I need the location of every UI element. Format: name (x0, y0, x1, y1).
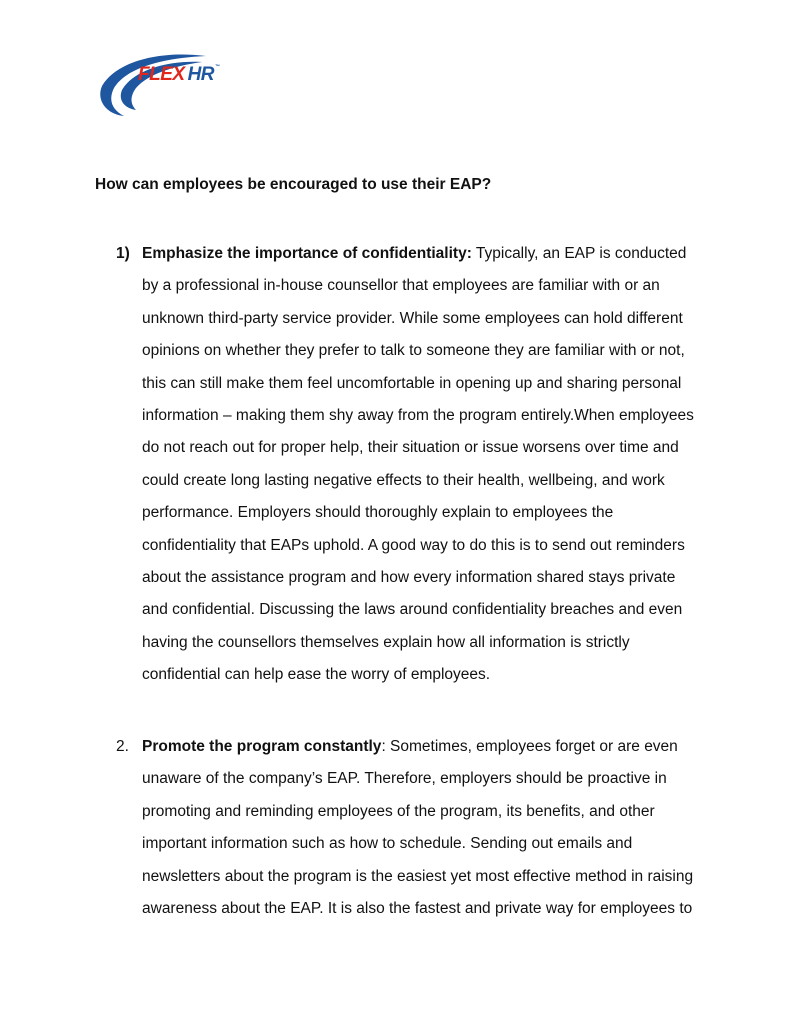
paragraph-line: opinions on whether they prefer to talk to someone they are familiar with or not, (142, 342, 685, 360)
item-first-line (142, 238, 716, 270)
paragraph-line: do not reach out for proper help, their situation or issue worsens over time and (142, 439, 679, 457)
paragraph-line: unknown third-party service provider. While some employees can hold different (142, 309, 683, 327)
paragraph-line: by a professional in-house counsellor that employees are familiar with or an (142, 277, 660, 295)
item-title: Emphasize the importance of confidentiality: (142, 245, 472, 262)
item-title: Promote the program constantly (142, 738, 382, 755)
logo-wordmark (138, 65, 220, 84)
paragraph-line: performance. Employers should thoroughly explain to employees the (142, 504, 614, 522)
flexhr-logo (98, 52, 226, 118)
logo-flex-text: FLEX (138, 64, 185, 85)
item-first-line (142, 731, 716, 763)
paragraph-line: unaware of the company’s EAP. Therefore, employers should be proactive in (142, 770, 667, 788)
paragraph-line: information – making them shy away from the program entirely.When employees (142, 406, 694, 424)
paragraph-line: newsletters about the program is the easiest yet most effective method in raising (142, 867, 694, 885)
paragraph-line: promoting and reminding employees of the program, its benefits, and other (142, 802, 655, 820)
paragraph-line: having the counsellors themselves explain how all information is strictly (142, 633, 630, 651)
item-number: 2. (116, 738, 129, 755)
logo-hr-text: HR (187, 64, 215, 85)
paragraph-line: about the assistance program and how every information shared stays private (142, 568, 676, 586)
item-number: 1) (116, 245, 130, 262)
list-item-promote-program (116, 731, 716, 925)
paragraph-line: could create long lasting negative effects to their health, wellbeing, and work (142, 471, 665, 489)
swoosh-icon (98, 52, 226, 118)
paragraph-line: important information such as how to schedule. Sending out emails and (142, 835, 633, 853)
list-item-confidentiality (116, 238, 716, 691)
paragraph-line: this can still make them feel uncomfortable in opening up and sharing personal (142, 374, 682, 392)
logo-trademark: ™ (215, 64, 220, 70)
item-first-line-text: : Sometimes, employees forget or are even (381, 738, 678, 755)
page-heading: How can employees be encouraged to use their EAP? (95, 176, 492, 193)
paragraph-line: confidential can help ease the worry of employees. (142, 666, 491, 684)
item-first-line-text: Typically, an EAP is conducted (471, 245, 687, 262)
paragraph-line: awareness about the EAP. It is also the fastest and private way for employees to (142, 899, 693, 917)
paragraph-line: confidentiality that EAPs uphold. A good way to do this is to send out reminders (142, 536, 685, 554)
paragraph-line: and confidential. Discussing the laws around confidentiality breaches and even (142, 601, 683, 619)
